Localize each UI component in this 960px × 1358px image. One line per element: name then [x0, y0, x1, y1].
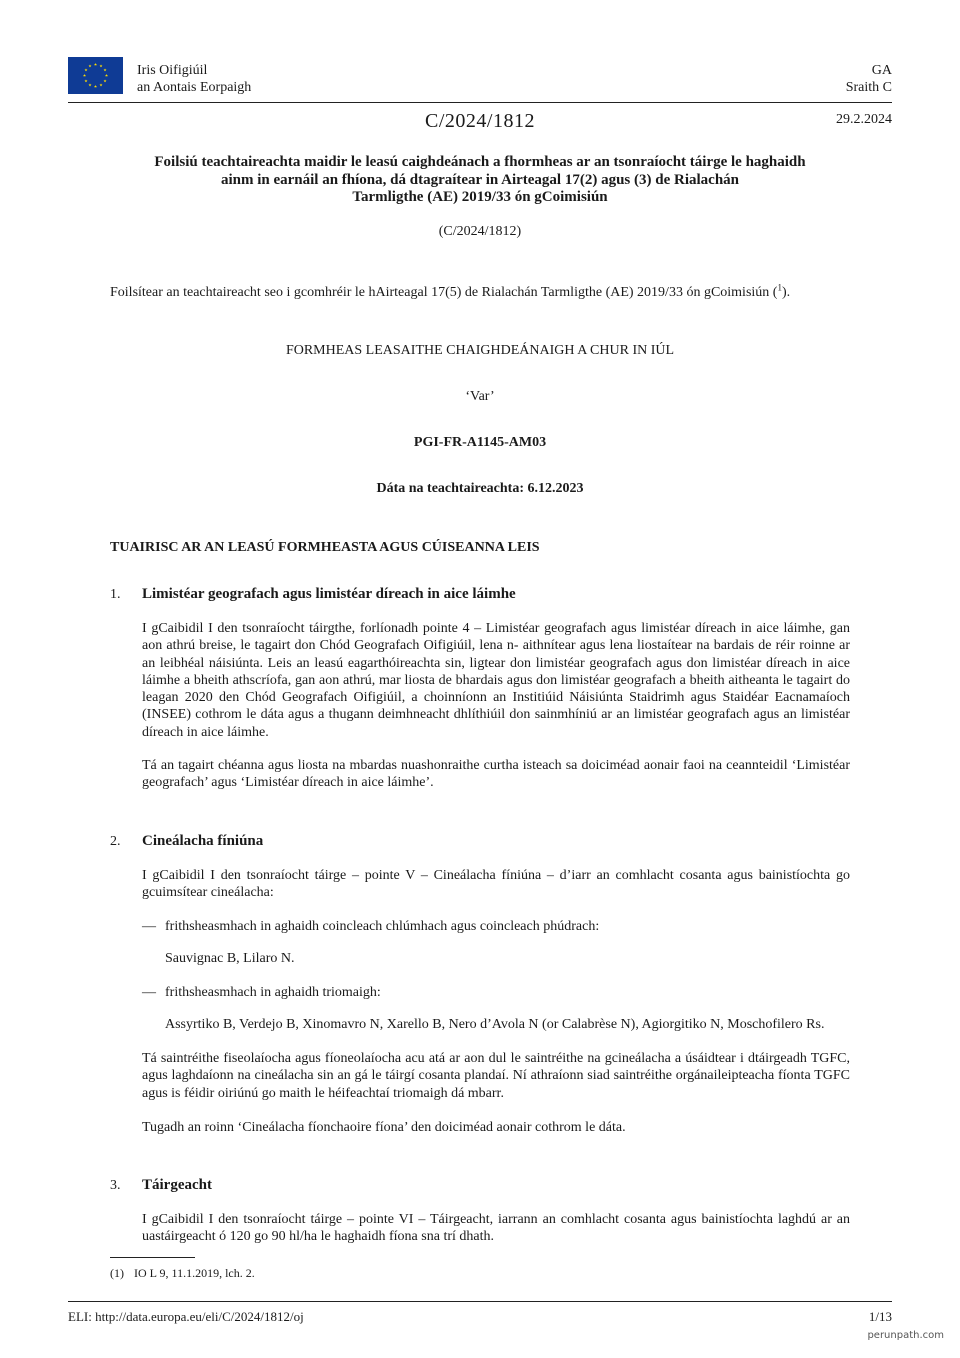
title-line-3: Tarmligthe (AE) 2019/33 ón gCoimisiún: [352, 189, 608, 205]
title-line-1: Foilsiú teachtaireachta maidir le leasú caighdeánach a fhormheas ar an tsonraíocht táirge le haghaidh: [154, 154, 806, 170]
footnote-mark: (1): [110, 1266, 124, 1280]
list-dash: —: [142, 985, 156, 1000]
document-title: [140, 154, 820, 207]
publication-date: 29.2.2024: [836, 112, 892, 127]
star-icon: [88, 83, 91, 86]
section-2-title: Cineálacha fíniúna: [142, 833, 264, 849]
journal-line-1: Iris Oifigiúil: [137, 63, 208, 78]
star-icon: [84, 68, 87, 71]
notice-name: ‘Var’: [465, 389, 495, 404]
footnote-rule: [110, 1257, 195, 1258]
footnote-text: IO L 9, 11.1.2019, lch. 2.: [134, 1266, 255, 1280]
star-icon: [94, 63, 97, 66]
intro-text-end: ).: [781, 285, 791, 300]
section-2-intro: I gCaibidil I den tsonraíocht táirge – pointe V – Cineálacha fíniúna – d’iarr an comhlacht cosanta agus bainistíochta go gcuimsítear cineálacha:: [142, 868, 850, 901]
footnote: [110, 1266, 255, 1281]
journal-name: [137, 62, 251, 96]
star-icon: [105, 74, 108, 77]
star-icon: [88, 64, 91, 67]
section-1-title: Limistéar geografach agus limistéar díreach in aice láimhe: [142, 586, 516, 602]
eu-flag-icon: [68, 57, 123, 94]
star-icon: [83, 74, 86, 77]
page-number: 1/13: [868, 1309, 892, 1324]
star-icon: [84, 79, 87, 82]
section-3-title: Táirgeacht: [142, 1177, 212, 1193]
section-1-number: 1.: [110, 587, 121, 602]
list-item-text: frithsheasmhach in aghaidh coincleach chlúmhach agus coincleach phúdrach:: [165, 919, 600, 934]
star-icon: [104, 68, 107, 71]
section-3-number: 3.: [110, 1178, 121, 1193]
watermark: perunpath.com: [867, 1330, 944, 1341]
journal-line-2: an Aontais Eorpaigh: [137, 80, 252, 95]
intro-text: Foilsítear an teachtaireacht seo i gcomhréir le hAirteagal 17(5) de Rialachán Tarmligthe (AE) 2019/33 ón gCoimisiún (: [110, 285, 778, 300]
section-1-paragraph-1: I gCaibidil I den tsonraíocht táirgthe, forlíonadh pointe 4 – Limistéar geografach agus limistéar díreach in aice láimhe, gan aon athrú breise, le tagairt don Chód Geografach Oifigiúil, lena n- aithnítear agus lena liostaítear na bardais de réir roinne ar an leibhéal náisiúnta. Leis an leasú eagarthóireachta sin, ligtear don limistéar geografach agus don limistéar díreach in aice láimhe a bheith athscríofa, gan aon athrú, mar liosta de bhardais agus don limistéar geografach a bheith aitheanta le tagairt do leagan 2020 den Chód Geografach Oifigiúil, a choinníonn an Institiúid Náisiúnta Staidrimh agus Staidéar Eacnamaíoch (INSEE) cothrom le dáta agus a thugann deimhneacht dhlíthiúil don sainmhíniú ar an limistéar geografach agus an limistéar díreach in aice láimhe.: [142, 621, 850, 740]
list-dash: —: [142, 919, 156, 934]
footer-rule: [68, 1301, 892, 1302]
sub-number: (C/2024/1812): [438, 224, 522, 239]
report-heading: TUAIRISC AR AN LEASÚ FORMHEASTA AGUS CÚISEANNA LEIS: [110, 540, 540, 555]
title-line-2: ainm in earnáil an fhíona, dá dtagraítear in Airteagal 17(2) agus (3) de Rialachán: [220, 171, 740, 188]
section-3-paragraph: I gCaibidil I den tsonraíocht táirge – pointe VI – Táirgeacht, iarrann an comhlacht cosanta agus bainistíochta laghdú ar an uastáirgeacht ó 120 go 90 hl/ha le haghaidh fíona sna trí dhath.: [142, 1212, 850, 1245]
variety-list-2: Assyrtiko B, Verdejo B, Xinomavro N, Xarello B, Nero d’Avola N (or Calabrèse N), Agiorgitiko N, Moschofilero Rs.: [165, 1017, 825, 1032]
star-icon: [94, 85, 97, 88]
section-1-paragraph-2: Tá an tagairt chéanna agus liosta na mbardas nuashonraithe curtha isteach sa doiciméad aonair faoi na ceannteidil ‘Limistéar geografach’ agus ‘Limistéar díreach in aice láimhe’.: [142, 758, 850, 791]
eu-stars: [68, 57, 123, 94]
star-icon: [99, 64, 102, 67]
star-icon: [104, 79, 107, 82]
variety-list-1: Sauvignac B, Lilaro N.: [165, 951, 295, 966]
header-rule: [68, 102, 892, 103]
intro-paragraph: [110, 284, 850, 301]
footnote-ref[interactable]: 1: [777, 282, 782, 293]
section-2-paragraph-1: Tá saintréithe fiseolaíocha agus fíoneolaíocha acu atá ar aon dul le saintréithe na gcineálacha a úsáidtear i dtáirgeadh TGFC, agus laghdaíonn na cineálacha sin an gá le táirgí cosanta plandaí. Ní athraíonn siad saintréithe orgánaileipteacha fíonta TGFC agus is féidir oiriúnú go maith le héifeachtaí triomaigh dá mbarr.: [142, 1051, 850, 1101]
document-number: C/2024/1812: [425, 110, 535, 132]
eli-link[interactable]: ELI: http://data.europa.eu/eli/C/2024/1812/oj: [68, 1309, 304, 1324]
section-2-paragraph-2: Tugadh an roinn ‘Cineálacha fíonchaoire fíona’ den doiciméad aonair cothrom le dáta.: [142, 1120, 626, 1135]
notice-date: Dáta na teachtaireachta: 6.12.2023: [376, 481, 584, 496]
section-2-number: 2.: [110, 834, 121, 849]
notice-heading: FORMHEAS LEASAITHE CHAIGHDEÁNAIGH A CHUR IN IÚL: [285, 343, 675, 358]
language-series: [846, 62, 892, 96]
language-code: GA: [871, 63, 892, 78]
series-label: Sraith C: [845, 80, 892, 95]
notice-code: PGI-FR-A1145-AM03: [413, 435, 547, 450]
list-item-text: frithsheasmhach in aghaidh triomaigh:: [165, 985, 381, 1000]
star-icon: [99, 83, 102, 86]
